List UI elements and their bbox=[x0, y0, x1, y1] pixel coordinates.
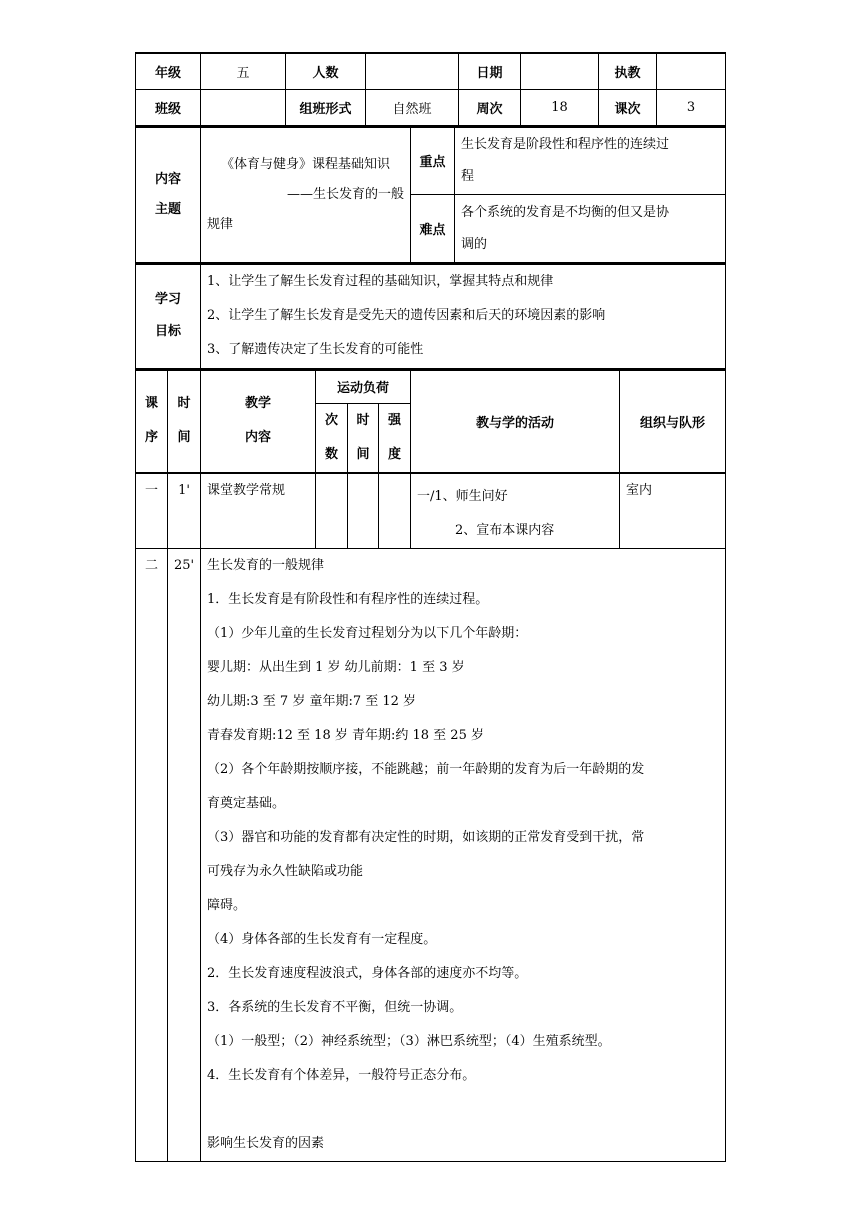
row1-time: 1' bbox=[168, 473, 201, 549]
col-intensity bbox=[379, 404, 411, 474]
topic-label bbox=[136, 127, 201, 263]
people-value bbox=[366, 53, 459, 89]
teacher-value bbox=[657, 53, 726, 89]
col-count-line2: 数 bbox=[324, 447, 338, 462]
col-seq bbox=[136, 370, 168, 474]
content-line: 4．生长发育有个体差异，一般符号正态分布。 bbox=[207, 1068, 476, 1083]
row1-activity bbox=[411, 473, 620, 549]
goals-label-line1: 学习 bbox=[154, 292, 181, 308]
row1-activity-line1: 一/1、师生问好 bbox=[417, 489, 508, 504]
content-line: （3）器官和功能的发育都有决定性的时期，如该期的正常发育受到干扰，常 bbox=[207, 830, 645, 845]
topic-content-line1: 《体育与健身》课程基础知识 bbox=[220, 156, 390, 172]
row2-time: 25' bbox=[168, 549, 201, 1162]
col-intensity-line2: 度 bbox=[387, 447, 401, 462]
goals-label-line2: 目标 bbox=[154, 324, 181, 340]
goals-label bbox=[136, 264, 201, 368]
col-org: 组织与队形 bbox=[620, 370, 726, 474]
row1-activity-line2: 2、宣布本课内容 bbox=[455, 523, 555, 538]
content-line: 影响生长发育的因素 bbox=[207, 1136, 325, 1151]
content-line: 可残存为永久性缺陷或功能 bbox=[207, 864, 364, 879]
row1-seq: 一 bbox=[136, 473, 168, 549]
key-point-text bbox=[455, 127, 726, 195]
col-intensity-line1: 强 bbox=[387, 413, 401, 428]
topic-table bbox=[135, 126, 726, 264]
people-label: 人数 bbox=[286, 53, 366, 89]
difficult-line2: 调的 bbox=[461, 236, 488, 252]
week-value: 18 bbox=[521, 89, 599, 125]
topic-label-line2: 主题 bbox=[154, 201, 181, 217]
lesson-value: 3 bbox=[657, 89, 726, 125]
content-line: （4）身体各部的生长发育有一定程度。 bbox=[207, 932, 437, 947]
lesson-label: 课次 bbox=[599, 89, 657, 125]
content-line: 生长发育的一般规律 bbox=[207, 558, 325, 573]
content-line: （2）各个年龄期按顺序接，不能跳越；前一年龄期的发育为后一年龄期的发 bbox=[207, 762, 645, 777]
class-value bbox=[201, 89, 286, 125]
col-time-line1: 时 bbox=[177, 396, 191, 412]
header-table bbox=[135, 52, 726, 126]
content-line: 育奠定基础。 bbox=[207, 796, 286, 811]
col-duration bbox=[348, 404, 379, 474]
topic-label-line1: 内容 bbox=[154, 171, 181, 187]
row1-duration bbox=[348, 473, 379, 549]
form-label: 组班形式 bbox=[286, 89, 366, 125]
goals-list bbox=[201, 264, 726, 368]
goals-table bbox=[135, 263, 726, 369]
col-activity: 教与学的活动 bbox=[411, 370, 620, 474]
date-label: 日期 bbox=[459, 53, 521, 89]
content-line: 2．生长发育速度程波浪式，身体各部的速度亦不均等。 bbox=[207, 966, 528, 981]
col-load: 运动负荷 bbox=[316, 370, 411, 404]
col-content-line1: 教学 bbox=[244, 396, 271, 412]
col-content-line2: 内容 bbox=[244, 430, 271, 446]
difficult-line1: 各个系统的发育是不均衡的但又是协 bbox=[461, 204, 670, 220]
form-value: 自然班 bbox=[366, 89, 459, 125]
content-line: 障碍。 bbox=[207, 898, 247, 913]
row1-org: 室内 bbox=[620, 473, 726, 549]
class-label: 班级 bbox=[136, 89, 201, 125]
col-time bbox=[168, 370, 201, 474]
grade-label: 年级 bbox=[136, 53, 201, 89]
topic-content-line2: ——生长发育的一般 bbox=[286, 186, 404, 202]
teacher-label: 执教 bbox=[599, 53, 657, 89]
goal-item: 2、让学生了解生长发育是受先天的遗传因素和后天的环境因素的影响 bbox=[207, 308, 606, 324]
content-line: 1．生长发育是有阶段性和有程序性的连续过程。 bbox=[207, 592, 489, 607]
week-label: 周次 bbox=[459, 89, 521, 125]
row1-count bbox=[316, 473, 348, 549]
row1-content: 课堂教学常规 bbox=[201, 473, 316, 549]
content-line: （1）少年儿童的生长发育过程划分为以下几个年龄期： bbox=[207, 626, 528, 641]
key-line1: 生长发育是阶段性和程序性的连续过 bbox=[461, 136, 670, 152]
difficult-point-text bbox=[455, 195, 726, 263]
row2-seq: 二 bbox=[136, 549, 168, 1162]
col-count-line1: 次 bbox=[324, 413, 338, 428]
row2-table bbox=[135, 549, 726, 1162]
content-line bbox=[207, 1093, 719, 1127]
content-line: 婴儿期：从出生到 1 岁 幼儿前期：1 至 3 岁 bbox=[207, 660, 465, 675]
col-content bbox=[201, 370, 316, 474]
col-duration-line2: 间 bbox=[356, 447, 370, 462]
row1-intensity bbox=[379, 473, 411, 549]
activity-table bbox=[135, 369, 726, 550]
content-line: （1）一般型；（2）神经系统型；（3）淋巴系统型；（4）生殖系统型。 bbox=[207, 1034, 611, 1049]
col-duration-line1: 时 bbox=[356, 413, 370, 428]
lesson-plan bbox=[135, 52, 725, 1162]
grade-value: 五 bbox=[201, 53, 286, 89]
col-seq-line1: 课 bbox=[144, 396, 158, 412]
col-seq-line2: 序 bbox=[144, 430, 158, 446]
date-value bbox=[521, 53, 599, 89]
row2-content bbox=[201, 549, 726, 1162]
goal-item: 3、了解遗传决定了生长发育的可能性 bbox=[207, 342, 424, 358]
content-line: 幼儿期:3 至 7 岁 童年期:7 至 12 岁 bbox=[207, 694, 417, 709]
topic-content bbox=[201, 127, 411, 263]
key-line2: 程 bbox=[461, 168, 475, 184]
topic-content-line3: 规律 bbox=[207, 216, 234, 232]
goal-item: 1、让学生了解生长发育过程的基础知识，掌握其特点和规律 bbox=[207, 274, 554, 290]
difficult-point-label: 难点 bbox=[411, 195, 455, 263]
key-point-label: 重点 bbox=[411, 127, 455, 195]
col-count bbox=[316, 404, 348, 474]
content-line: 青春发育期:12 至 18 岁 青年期:约 18 至 25 岁 bbox=[207, 728, 484, 743]
content-line: 3．各系统的生长发育不平衡，但统一协调。 bbox=[207, 1000, 463, 1015]
col-time-line2: 间 bbox=[177, 430, 191, 446]
